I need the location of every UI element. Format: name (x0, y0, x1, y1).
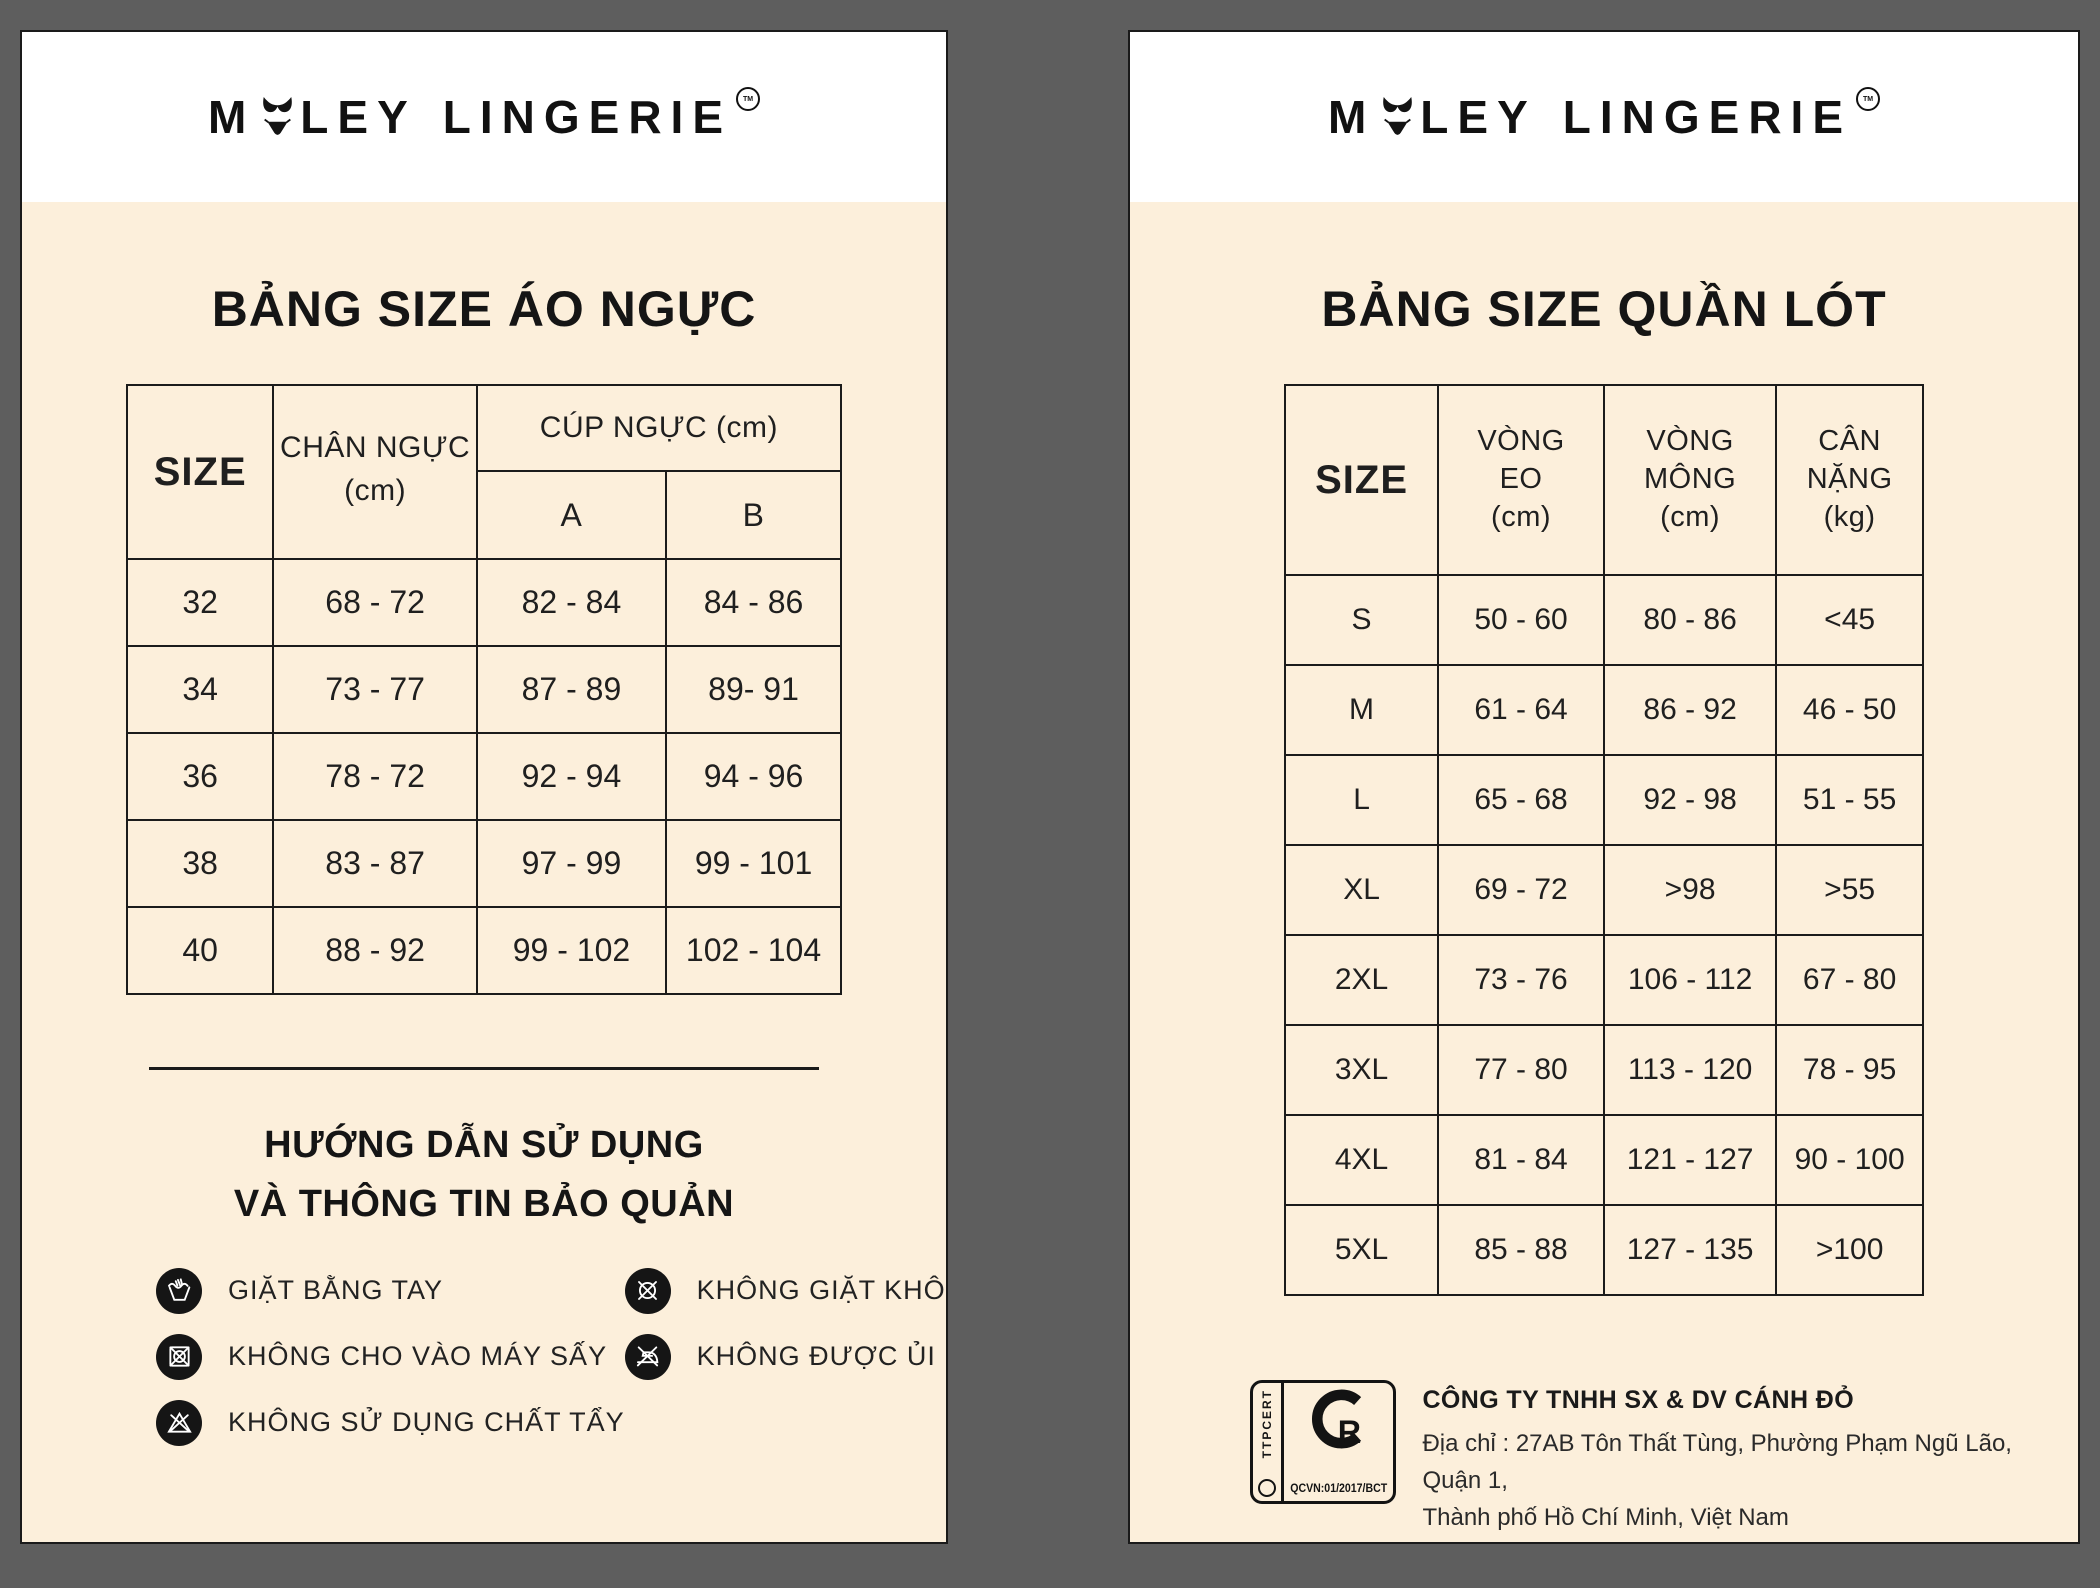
weight-cell: 67 - 80 (1776, 935, 1923, 1025)
hip-cell: 86 - 92 (1604, 665, 1776, 755)
size-cell: 32 (127, 559, 273, 646)
cert-vertical-label: TTPCERT (1260, 1389, 1274, 1459)
section-divider (149, 1067, 819, 1070)
table-row (127, 820, 841, 907)
cr-conformity-mark-icon (1308, 1388, 1370, 1455)
waist-cell: 85 - 88 (1438, 1205, 1604, 1295)
logo-text-prefix: M (1327, 91, 1376, 143)
care-instructions (156, 1268, 946, 1466)
logo-text-word2: LINGERIE (1562, 91, 1853, 143)
brand-logo (1328, 90, 1880, 144)
panty-size-panel (1128, 30, 2080, 1544)
hip-label-line1: VÒNG (1646, 425, 1734, 458)
waist-cell: 65 - 68 (1438, 755, 1604, 845)
weight-label-line1: CÂN (1818, 425, 1881, 458)
company-address-line1: Địa chỉ : 27AB Tôn Thất Tùng, Phường Phạm Ngũ Lão, Quận 1, (1422, 1430, 2012, 1495)
company-name: CÔNG TY TNHH SX & DV CÁNH ĐỎ (1422, 1386, 1855, 1414)
hand-wash-icon (156, 1268, 202, 1314)
weight-cell: 78 - 95 (1776, 1025, 1923, 1115)
ttpcert-certification-badge (1250, 1380, 1396, 1504)
waist-label-line2: EO (1499, 463, 1543, 496)
underbust-cell: 68 - 72 (273, 559, 476, 646)
table-row (1285, 665, 1923, 755)
panty-size-table (1284, 384, 1924, 1296)
table-row (127, 733, 841, 820)
bra-bikini-icon (1381, 96, 1414, 142)
panty-chart-title: BẢNG SIZE QUẦN LÓT (1321, 281, 1887, 337)
weight-label-line2: NẶNG (1806, 463, 1893, 496)
trademark-icon: TM (1856, 87, 1880, 111)
care-column-left (156, 1268, 625, 1466)
table-row (1285, 1115, 1923, 1205)
table-row (1285, 1025, 1923, 1115)
size-cell: 34 (127, 646, 273, 733)
company-address (1422, 1425, 2038, 1537)
size-cell: M (1285, 665, 1438, 755)
hip-cell: 80 - 86 (1604, 575, 1776, 665)
cup-b-cell: 99 - 101 (666, 820, 841, 907)
size-cell: XL (1285, 845, 1438, 935)
svg-text:R: R (1337, 1414, 1361, 1450)
care-heading (22, 1116, 946, 1234)
cert-emblem-icon (1258, 1479, 1276, 1497)
underbust-cell: 78 - 72 (273, 733, 476, 820)
underbust-cell: 73 - 77 (273, 646, 476, 733)
cup-b-cell: 94 - 96 (666, 733, 841, 820)
care-item-no-dry-clean (625, 1268, 946, 1314)
weight-cell: >55 (1776, 845, 1923, 935)
cup-b-cell: 89- 91 (666, 646, 841, 733)
care-column-right (625, 1268, 946, 1466)
waist-cell: 69 - 72 (1438, 845, 1604, 935)
care-item-label: KHÔNG GIẶT KHÔ (696, 1275, 946, 1306)
size-cell: 2XL (1285, 935, 1438, 1025)
no-bleach-icon (156, 1400, 202, 1446)
no-iron-icon (625, 1334, 671, 1380)
logo-text-word1: LEY (1420, 91, 1537, 143)
size-cell: L (1285, 755, 1438, 845)
bra-col-header-cup: CÚP NGỰC (cm) (477, 385, 841, 471)
table-row (1285, 935, 1923, 1025)
bra-size-panel (20, 30, 948, 1544)
waist-cell: 61 - 64 (1438, 665, 1604, 755)
care-item-no-iron (625, 1334, 946, 1380)
cup-b-cell: 102 - 104 (666, 907, 841, 994)
hip-cell: >98 (1604, 845, 1776, 935)
bra-col-header-underbust (273, 385, 476, 559)
hip-unit: (cm) (1660, 500, 1721, 533)
care-item-label: KHÔNG ĐƯỢC ỦI (696, 1341, 936, 1372)
bra-chart-title: BẢNG SIZE ÁO NGỰC (211, 281, 757, 337)
bra-bikini-icon (261, 96, 294, 142)
care-item-label: KHÔNG SỬ DỤNG CHẤT TẨY (228, 1407, 625, 1438)
weight-cell: 90 - 100 (1776, 1115, 1923, 1205)
underbust-label: CHÂN NGỰC (280, 431, 471, 465)
panty-col-header-waist (1438, 385, 1604, 575)
waist-cell: 73 - 76 (1438, 935, 1604, 1025)
table-row (127, 907, 841, 994)
size-cell: 36 (127, 733, 273, 820)
hip-cell: 113 - 120 (1604, 1025, 1776, 1115)
size-cell: 3XL (1285, 1025, 1438, 1115)
trademark-icon: TM (736, 87, 760, 111)
waist-cell: 77 - 80 (1438, 1025, 1604, 1115)
waist-unit: (cm) (1491, 500, 1552, 533)
panty-col-header-size: SIZE (1285, 385, 1438, 575)
size-cell: 38 (127, 820, 273, 907)
underbust-cell: 88 - 92 (273, 907, 476, 994)
waist-cell: 81 - 84 (1438, 1115, 1604, 1205)
panty-col-header-weight (1776, 385, 1923, 575)
logo-text-word2: LINGERIE (442, 91, 733, 143)
logo-text-word1: LEY (300, 91, 417, 143)
bra-col-header-cup-b: B (666, 471, 841, 559)
care-heading-line1: HƯỚNG DẪN SỬ DỤNG (264, 1124, 704, 1166)
waist-label-line1: VÒNG (1477, 425, 1565, 458)
panty-col-header-hip (1604, 385, 1776, 575)
weight-cell: 46 - 50 (1776, 665, 1923, 755)
company-address-line2: Thành phố Hồ Chí Minh, Việt Nam (1422, 1504, 1789, 1532)
bra-size-table (126, 384, 842, 995)
no-dry-clean-icon (625, 1268, 671, 1314)
weight-cell: 51 - 55 (1776, 755, 1923, 845)
logo-text-prefix: M (207, 91, 256, 143)
company-info (1422, 1380, 2038, 1537)
weight-cell: <45 (1776, 575, 1923, 665)
size-cell: 5XL (1285, 1205, 1438, 1295)
care-item-no-tumble-dry (156, 1334, 625, 1380)
care-item-hand-wash (156, 1268, 625, 1314)
size-cell: 40 (127, 907, 273, 994)
table-row (1285, 575, 1923, 665)
waist-cell: 50 - 60 (1438, 575, 1604, 665)
table-row (1285, 845, 1923, 935)
brand-logo (208, 90, 760, 144)
cup-a-cell: 97 - 99 (477, 820, 666, 907)
weight-cell: >100 (1776, 1205, 1923, 1295)
care-item-label: KHÔNG CHO VÀO MÁY SẤY (228, 1341, 608, 1372)
certification-company-row (1250, 1380, 2038, 1537)
table-row (127, 646, 841, 733)
hip-cell: 106 - 112 (1604, 935, 1776, 1025)
care-item-no-bleach (156, 1400, 625, 1446)
hip-cell: 127 - 135 (1604, 1205, 1776, 1295)
size-cell: 4XL (1285, 1115, 1438, 1205)
cup-a-cell: 87 - 89 (477, 646, 666, 733)
weight-unit: (kg) (1823, 500, 1876, 533)
size-cell: S (1285, 575, 1438, 665)
brand-header (1130, 32, 2078, 202)
cert-main (1284, 1383, 1393, 1501)
table-row (1285, 755, 1923, 845)
bra-col-header-size: SIZE (127, 385, 273, 559)
hip-cell: 121 - 127 (1604, 1115, 1776, 1205)
bra-col-header-cup-a: A (477, 471, 666, 559)
cup-a-cell: 92 - 94 (477, 733, 666, 820)
cert-strip (1253, 1383, 1284, 1501)
hip-label-line2: MÔNG (1644, 463, 1737, 496)
brand-header (22, 32, 946, 202)
care-item-label: GIẶT BẰNG TAY (228, 1275, 444, 1306)
hip-cell: 92 - 98 (1604, 755, 1776, 845)
table-row (1285, 1205, 1923, 1295)
care-heading-line2: VÀ THÔNG TIN BẢO QUẢN (233, 1182, 735, 1225)
cup-a-cell: 99 - 102 (477, 907, 666, 994)
no-tumble-dry-icon (156, 1334, 202, 1380)
cup-b-cell: 84 - 86 (666, 559, 841, 646)
cert-code: QCVN:01/2017/BCT (1290, 1483, 1388, 1495)
underbust-unit: (cm) (344, 473, 407, 507)
underbust-cell: 83 - 87 (273, 820, 476, 907)
cup-a-cell: 82 - 84 (477, 559, 666, 646)
table-row (127, 559, 841, 646)
